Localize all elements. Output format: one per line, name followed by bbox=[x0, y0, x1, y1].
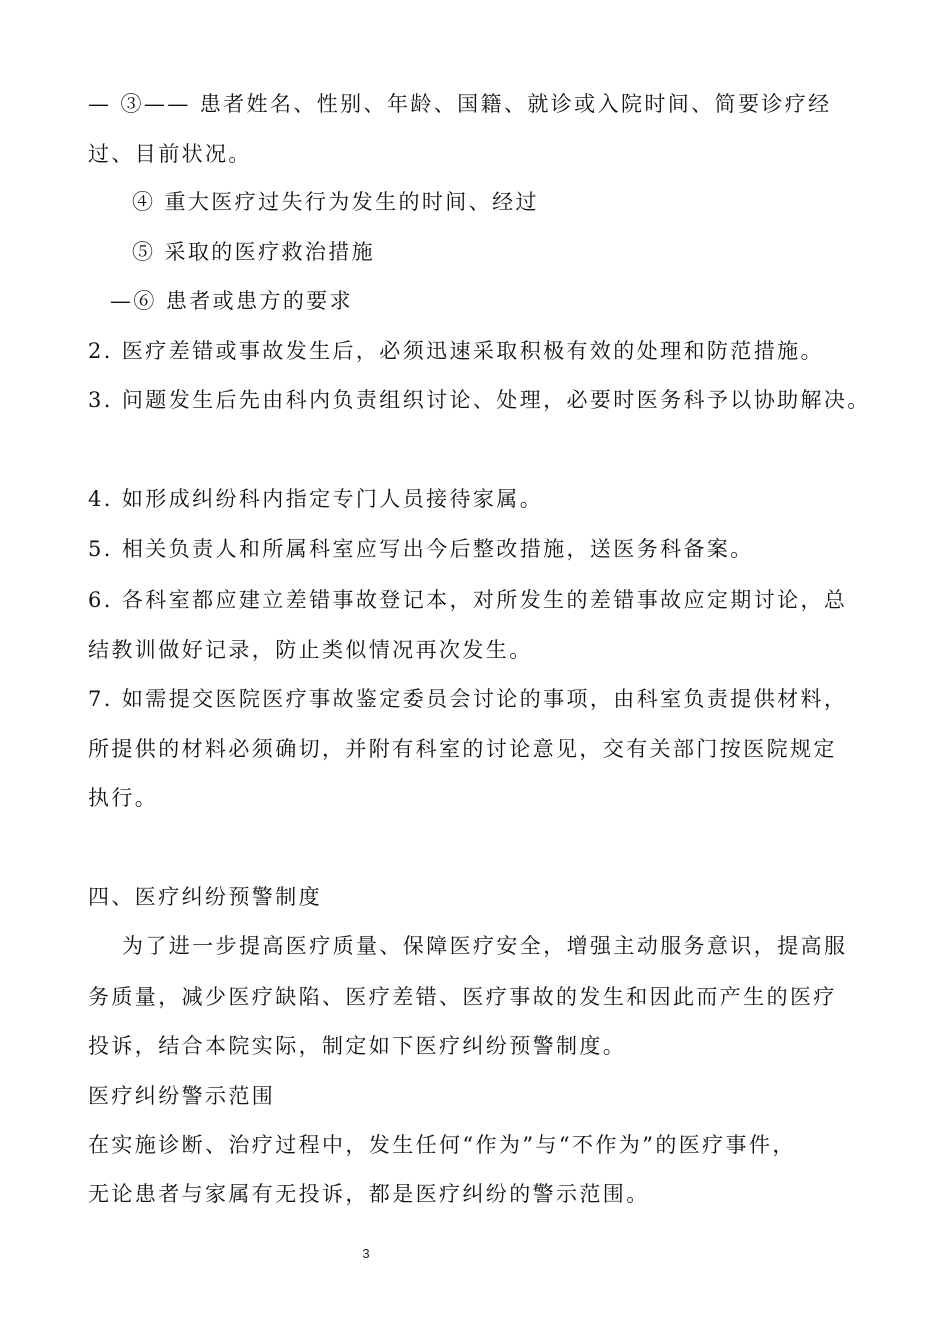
page-number: 3 bbox=[362, 1246, 370, 1261]
text-line-12: 7. 如需提交医院医疗事故鉴定委员会讨论的事项，由科室负责提供材料， bbox=[88, 687, 848, 711]
section-heading: 四、医疗纠纷预警制度 bbox=[88, 885, 322, 909]
text-line-8: 4. 如形成纠纷科内指定专门人员接待家属。 bbox=[88, 487, 544, 511]
text-line-2: 过、目前状况。 bbox=[88, 142, 252, 166]
text-line-9: 5. 相关负责人和所属科室应写出今后整改措施，送医务科备案。 bbox=[88, 537, 754, 561]
text-line-5: —⑥ 患者或患方的要求 bbox=[110, 289, 354, 313]
subsection-heading: 医疗纠纷警示范围 bbox=[88, 1084, 276, 1108]
text-line-21: 无论患者与家属有无投诉，都是医疗纠纷的警示范围。 bbox=[88, 1182, 650, 1206]
text-line-6: 2. 医疗差错或事故发生后，必须迅速采取积极有效的处理和防范措施。 bbox=[88, 339, 824, 363]
text-line-18: 投诉，结合本院实际，制定如下医疗纠纷预警制度。 bbox=[88, 1034, 627, 1058]
text-line-17: 务质量，减少医疗缺陷、医疗差错、医疗事故的发生和因此而产生的医疗 bbox=[88, 985, 837, 1009]
text-line-7: 3. 问题发生后先由科内负责组织讨论、处理，必要时医务科予以协助解决。 bbox=[88, 388, 871, 412]
text-line-4: ⑤ 采取的医疗救治措施 bbox=[132, 240, 376, 264]
text-line-20: 在实施诊断、治疗过程中，发生任何“作为”与“不作为”的医疗事件， bbox=[88, 1133, 796, 1157]
text-line-14: 执行。 bbox=[88, 786, 159, 810]
text-line-11: 结教训做好记录，防止类似情况再次发生。 bbox=[88, 638, 533, 662]
text-line-16: 为了进一步提高医疗质量、保障医疗安全，增强主动服务意识，提高服 bbox=[122, 934, 848, 958]
text-line-10: 6. 各科室都应建立差错事故登记本，对所发生的差错事故应定期讨论，总 bbox=[88, 588, 848, 612]
text-line-13: 所提供的材料必须确切，并附有科室的讨论意见，交有关部门按医院规定 bbox=[88, 737, 837, 761]
text-line-1: — ③—— 患者姓名、性别、年龄、国籍、就诊或入院时间、简要诊疗经 bbox=[88, 92, 832, 116]
text-line-3: ④ 重大医疗过失行为发生的时间、经过 bbox=[132, 190, 539, 214]
